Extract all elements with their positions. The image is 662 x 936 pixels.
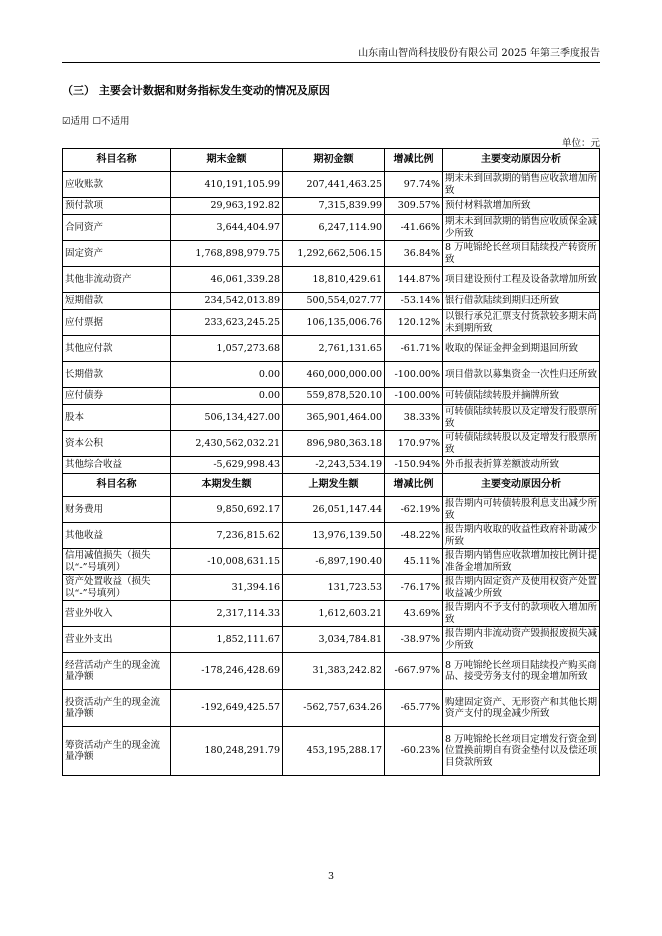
change-reason: 报告期内非流动资产毁损报废损失减少所致 [443, 627, 600, 653]
change-percent: -38.97% [385, 627, 443, 653]
change-percent: -100.00% [385, 388, 443, 405]
item-name: 营业外收入 [63, 601, 171, 627]
change-percent: -76.17% [385, 575, 443, 601]
change-reason: 报告期内收取的收益性政府补助减少所致 [443, 523, 600, 549]
table-row [63, 388, 600, 405]
item-name: 其他应付款 [63, 336, 171, 362]
amount-prior: 6,247,114.90 [283, 215, 385, 241]
applicable-indicator: ☑适用 ☐不适用 [62, 116, 130, 127]
column-header: 增减比例 [385, 149, 443, 172]
change-percent: -53.14% [385, 293, 443, 310]
change-reason: 购建固定资产、无形资产和其他长期资产支付的现金减少所致 [443, 690, 600, 727]
change-reason: 预付材料款增加所致 [443, 198, 600, 215]
column-header: 期初金额 [283, 149, 385, 172]
section-title: （三） 主要会计数据和财务指标发生变动的情况及原因 [62, 84, 330, 97]
item-name: 固定资产 [63, 241, 171, 267]
amount-prior: 131,723.53 [283, 575, 385, 601]
item-name: 经营活动产生的现金流量净额 [63, 653, 171, 690]
amount-prior: 2,761,131.65 [283, 336, 385, 362]
amount-current: 7,236,815.62 [171, 523, 283, 549]
amount-current: 2,430,562,032.21 [171, 431, 283, 457]
report-header: 山东南山智尚科技股份有限公司 2025 年第三季度报告 [62, 48, 600, 63]
amount-current: 1,852,111.67 [171, 627, 283, 653]
change-reason: 报告期内销售应收款增加按比例计提准备金增加所致 [443, 549, 600, 575]
change-reason: 报告期内固定资产及使用权资产处置收益减少所致 [443, 575, 600, 601]
change-percent: 144.87% [385, 267, 443, 293]
item-name: 应付票据 [63, 310, 171, 336]
change-percent: 120.12% [385, 310, 443, 336]
table-row [63, 362, 600, 388]
change-reason: 外币报表折算差额波动所致 [443, 457, 600, 474]
page-number: 3 [327, 871, 335, 882]
column-header: 主要变动原因分析 [443, 149, 600, 172]
amount-prior: 106,135,006.76 [283, 310, 385, 336]
amount-current: 506,134,427.00 [171, 405, 283, 431]
table-header-row-income [63, 474, 600, 497]
amount-prior: 559,878,520.10 [283, 388, 385, 405]
item-name: 合同资产 [63, 215, 171, 241]
item-name: 长期借款 [63, 362, 171, 388]
item-name: 应付债券 [63, 388, 171, 405]
amount-current: 234,542,013.89 [171, 293, 283, 310]
table-row [63, 215, 600, 241]
change-percent: 309.57% [385, 198, 443, 215]
change-reason: 以银行承兑汇票支付货款较多期末尚未到期所致 [443, 310, 600, 336]
change-percent: 36.84% [385, 241, 443, 267]
change-percent: -65.77% [385, 690, 443, 727]
amount-current: -5,629,998.43 [171, 457, 283, 474]
table-row [63, 405, 600, 431]
table-row [63, 293, 600, 310]
amount-prior: -2,243,534.19 [283, 457, 385, 474]
amount-prior: 207,441,463.25 [283, 172, 385, 198]
change-reason: 银行借款陆续到期归还所致 [443, 293, 600, 310]
change-percent: -48.22% [385, 523, 443, 549]
table-row [63, 727, 600, 776]
change-reason: 报告期内不予支付的款项收入增加所致 [443, 601, 600, 627]
table-row [63, 653, 600, 690]
item-name: 投资活动产生的现金流量净额 [63, 690, 171, 727]
table-header-row-balance [63, 149, 600, 172]
item-name: 应收账款 [63, 172, 171, 198]
amount-current: 410,191,105.99 [171, 172, 283, 198]
amount-current: -178,246,428.69 [171, 653, 283, 690]
change-percent: -62.19% [385, 497, 443, 523]
amount-prior: 18,810,429.61 [283, 267, 385, 293]
amount-current: 2,317,114.33 [171, 601, 283, 627]
item-name: 其他非流动资产 [63, 267, 171, 293]
item-name: 资产处置收益（损失以“-”号填列） [63, 575, 171, 601]
amount-prior: 500,554,027.77 [283, 293, 385, 310]
table-row [63, 431, 600, 457]
amount-current: 0.00 [171, 362, 283, 388]
table-row [63, 267, 600, 293]
item-name: 财务费用 [63, 497, 171, 523]
table-row [63, 497, 600, 523]
table-row [63, 241, 600, 267]
change-reason: 报告期内可转债转股利息支出减少所致 [443, 497, 600, 523]
change-reason: 可转债陆续转股以及定增发行股票所致 [443, 431, 600, 457]
change-percent: 97.74% [385, 172, 443, 198]
amount-prior: -6,897,190.40 [283, 549, 385, 575]
amount-current: 1,057,273.68 [171, 336, 283, 362]
change-percent: 45.11% [385, 549, 443, 575]
change-percent: 170.97% [385, 431, 443, 457]
column-header: 本期发生额 [171, 474, 283, 497]
amount-current: 180,248,291.79 [171, 727, 283, 776]
change-reason: 项目借款以募集资金一次性归还所致 [443, 362, 600, 388]
amount-prior: 453,195,288.17 [283, 727, 385, 776]
change-percent: -667.97% [385, 653, 443, 690]
table-row [63, 601, 600, 627]
change-reason: 8 万吨锦纶长丝项目陆续投产购买商品、接受劳务支付的现金增加所致 [443, 653, 600, 690]
item-name: 其他收益 [63, 523, 171, 549]
amount-current: -10,008,631.15 [171, 549, 283, 575]
table-row [63, 457, 600, 474]
amount-current: 233,623,245.25 [171, 310, 283, 336]
amount-prior: 3,034,784.81 [283, 627, 385, 653]
amount-current: 9,850,692.17 [171, 497, 283, 523]
table-row [63, 172, 600, 198]
unit-label: 单位：元 [561, 138, 600, 149]
amount-prior: 31,383,242.82 [283, 653, 385, 690]
change-reason: 收取的保证金押金到期退回所致 [443, 336, 600, 362]
table-row [63, 336, 600, 362]
column-header: 上期发生额 [283, 474, 385, 497]
item-name: 信用减值损失（损失以“-”号填列） [63, 549, 171, 575]
change-percent: -61.71% [385, 336, 443, 362]
change-percent: -100.00% [385, 362, 443, 388]
table-row [63, 523, 600, 549]
amount-prior: 365,901,464.00 [283, 405, 385, 431]
table-row [63, 575, 600, 601]
change-reason: 可转债陆续转股以及定增发行股票所致 [443, 405, 600, 431]
amount-current: 31,394.16 [171, 575, 283, 601]
change-reason: 期末未到回款期的销售应收款增加所致 [443, 172, 600, 198]
item-name: 预付款项 [63, 198, 171, 215]
column-header: 主要变动原因分析 [443, 474, 600, 497]
change-reason: 8 万吨锦纶长丝项目陆续投产转资所致 [443, 241, 600, 267]
amount-prior: 7,315,839.99 [283, 198, 385, 215]
table-row [63, 310, 600, 336]
amount-prior: -562,757,634.26 [283, 690, 385, 727]
change-reason: 8 万吨锦纶长丝项目定增发行资金到位置换前期自有资金垫付以及偿还项目贷款所致 [443, 727, 600, 776]
amount-prior: 1,292,662,506.15 [283, 241, 385, 267]
table-body [63, 149, 600, 776]
change-percent: -60.23% [385, 727, 443, 776]
item-name: 股本 [63, 405, 171, 431]
change-percent: -41.66% [385, 215, 443, 241]
table-row [63, 198, 600, 215]
column-header: 期末金额 [171, 149, 283, 172]
column-header: 科目名称 [63, 149, 171, 172]
item-name: 资本公积 [63, 431, 171, 457]
change-reason: 可转债陆续转股并摘牌所致 [443, 388, 600, 405]
amount-current: -192,649,425.57 [171, 690, 283, 727]
item-name: 短期借款 [63, 293, 171, 310]
change-percent: 43.69% [385, 601, 443, 627]
amount-current: 3,644,404.97 [171, 215, 283, 241]
amount-current: 0.00 [171, 388, 283, 405]
change-reason: 项目建设预付工程及设备款增加所致 [443, 267, 600, 293]
table-row [63, 690, 600, 727]
amount-prior: 1,612,603.21 [283, 601, 385, 627]
financial-change-table [62, 148, 600, 776]
column-header: 增减比例 [385, 474, 443, 497]
amount-prior: 896,980,363.18 [283, 431, 385, 457]
change-reason: 期末未到回款期的销售应收质保金减少所致 [443, 215, 600, 241]
table-row [63, 627, 600, 653]
item-name: 筹资活动产生的现金流量净额 [63, 727, 171, 776]
amount-current: 29,963,192.82 [171, 198, 283, 215]
change-percent: 38.33% [385, 405, 443, 431]
item-name: 营业外支出 [63, 627, 171, 653]
item-name: 其他综合收益 [63, 457, 171, 474]
change-percent: -150.94% [385, 457, 443, 474]
amount-prior: 460,000,000.00 [283, 362, 385, 388]
column-header: 科目名称 [63, 474, 171, 497]
amount-prior: 13,976,139.50 [283, 523, 385, 549]
amount-current: 1,768,898,979.75 [171, 241, 283, 267]
amount-current: 46,061,339.28 [171, 267, 283, 293]
table-row [63, 549, 600, 575]
amount-prior: 26,051,147.44 [283, 497, 385, 523]
